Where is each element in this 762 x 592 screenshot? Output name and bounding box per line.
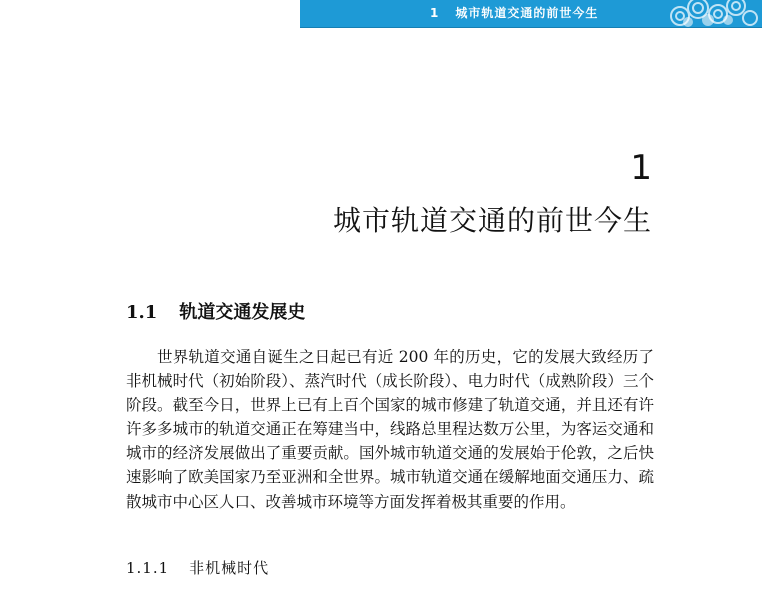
- body-paragraph: 世界轨道交通自诞生之日起已有近 200 年的历史，它的发展大致经历了非机械时代（初始阶段）、蒸汽时代（成长阶段）、电力时代（成熟阶段）三个阶段。截至今日，世界上已有上百个国家的城市修建了轨道交通，并且还有许许多多城市的轨道交通正在筹建当中，线路总里程达数万公里，为客运交通和城市的经济发展做出了重要贡献。国外城市轨道交通的发展始于伦敦，之后快速影响了欧美国家乃至亚洲和全世界。城市轨道交通在缓解地面交通压力、疏散城市中心区人口、改善城市环境等方面发挥着极其重要的作用。: [126, 348, 654, 511]
- section-number: 1.1: [126, 302, 158, 323]
- subsection-number: 1.1.1: [126, 559, 170, 577]
- running-header-chapter-number: 1: [430, 6, 440, 20]
- chapter-title: 城市轨道交通的前世今生: [332, 204, 652, 237]
- running-header: [300, 0, 762, 28]
- subsection-heading: [126, 557, 269, 578]
- section-heading: [126, 298, 305, 324]
- cloud-ornament-icon: [666, 0, 758, 30]
- running-header-chapter-title: 城市轨道交通的前世今生: [455, 6, 599, 20]
- section-title: 轨道交通发展史: [179, 302, 306, 323]
- chapter-number: 1: [630, 148, 652, 188]
- subsection-title: 非机械时代: [189, 559, 270, 577]
- running-header-text: [430, 4, 598, 21]
